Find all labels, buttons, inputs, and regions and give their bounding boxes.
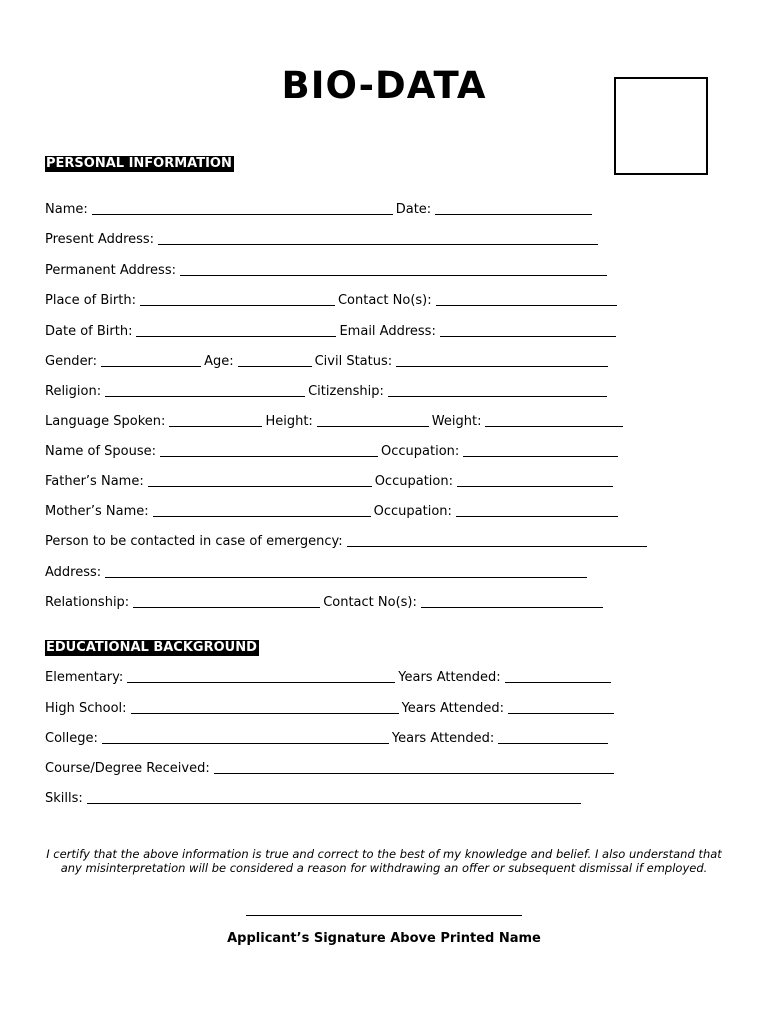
- section-educational-background: EDUCATIONAL BACKGROUND: [46, 640, 257, 655]
- father-label: Father’s Name:: [45, 474, 144, 489]
- mother-field[interactable]: [153, 515, 371, 517]
- address-label: Address:: [45, 565, 102, 580]
- email-label: Email Address:: [339, 324, 436, 339]
- elementary-field[interactable]: [127, 681, 395, 683]
- spouse-field[interactable]: [160, 455, 378, 457]
- religion-field[interactable]: [105, 395, 305, 397]
- emergency-contact-field[interactable]: [347, 545, 647, 547]
- language-label: Language Spoken:: [45, 414, 166, 429]
- row-place-of-birth: [45, 291, 620, 309]
- course-label: Course/Degree Received:: [45, 761, 210, 776]
- skills-label: Skills:: [45, 791, 83, 806]
- father-occupation-field[interactable]: [457, 485, 613, 487]
- row-high-school: [45, 699, 617, 717]
- name-label: Name:: [45, 202, 88, 217]
- name-field[interactable]: [92, 213, 393, 215]
- permanent-address-field[interactable]: [180, 274, 607, 276]
- course-field[interactable]: [214, 772, 614, 774]
- age-field[interactable]: [238, 365, 312, 367]
- elementary-years-field[interactable]: [505, 681, 611, 683]
- row-present-address: [45, 230, 601, 248]
- high-school-years-label: Years Attended:: [401, 701, 504, 716]
- college-field[interactable]: [102, 742, 389, 744]
- spouse-label: Name of Spouse:: [45, 444, 156, 459]
- row-skills: [45, 789, 584, 807]
- row-gender-age-civil: [45, 352, 611, 370]
- college-label: College:: [45, 731, 98, 746]
- relationship-field[interactable]: [133, 606, 320, 608]
- signature-label: Applicant’s Signature Above Printed Name: [227, 931, 541, 946]
- certification-statement: I certify that the above information is true and correct to the best of my knowledge and belief. I also understand that any misinterpretation will be considered a reason for withdrawing an offer or subsequent dismissal if employed.: [46, 847, 722, 875]
- father-occupation-label: Occupation:: [374, 474, 453, 489]
- high-school-field[interactable]: [131, 712, 399, 714]
- contact-no-label: Contact No(s):: [337, 293, 432, 308]
- date-label: Date:: [395, 202, 432, 217]
- present-address-field[interactable]: [158, 243, 598, 245]
- page-title: BIO-DATA: [281, 64, 487, 107]
- mother-occupation-label: Occupation:: [373, 504, 452, 519]
- row-relationship: [45, 593, 606, 611]
- emergency-contact-no-field[interactable]: [421, 606, 603, 608]
- language-field[interactable]: [169, 425, 262, 427]
- high-school-label: High School:: [45, 701, 127, 716]
- email-field[interactable]: [440, 335, 616, 337]
- civil-status-label: Civil Status:: [314, 354, 393, 369]
- height-field[interactable]: [317, 425, 429, 427]
- spouse-occupation-label: Occupation:: [381, 444, 460, 459]
- college-years-field[interactable]: [498, 742, 608, 744]
- mother-label: Mother’s Name:: [45, 504, 149, 519]
- row-emergency-contact: [45, 532, 650, 550]
- row-language-height-weight: [45, 412, 626, 430]
- date-of-birth-label: Date of Birth:: [45, 324, 133, 339]
- permanent-address-label: Permanent Address:: [45, 263, 176, 278]
- row-permanent-address: [45, 261, 610, 279]
- gender-field[interactable]: [101, 365, 201, 367]
- row-mother: [45, 502, 621, 520]
- elementary-label: Elementary:: [45, 670, 124, 685]
- citizenship-field[interactable]: [388, 395, 607, 397]
- row-course: [45, 759, 617, 777]
- row-name-date: [45, 200, 595, 218]
- photo-box: [614, 77, 708, 175]
- signature-line[interactable]: [246, 915, 522, 916]
- weight-label: Weight:: [431, 414, 482, 429]
- row-date-of-birth: [45, 322, 619, 340]
- age-label: Age:: [204, 354, 234, 369]
- height-label: Height:: [265, 414, 313, 429]
- civil-status-field[interactable]: [396, 365, 608, 367]
- spouse-occupation-field[interactable]: [463, 455, 618, 457]
- mother-occupation-field[interactable]: [456, 515, 618, 517]
- date-field[interactable]: [435, 213, 592, 215]
- elementary-years-label: Years Attended:: [398, 670, 501, 685]
- section-personal-information: PERSONAL INFORMATION: [46, 156, 232, 171]
- father-field[interactable]: [148, 485, 372, 487]
- citizenship-label: Citizenship:: [308, 384, 384, 399]
- skills-field[interactable]: [87, 802, 581, 804]
- college-years-label: Years Attended:: [391, 731, 495, 746]
- gender-label: Gender:: [45, 354, 98, 369]
- date-of-birth-field[interactable]: [136, 335, 336, 337]
- emergency-contact-label: Person to be contacted in case of emergency:: [45, 534, 343, 549]
- place-of-birth-label: Place of Birth:: [45, 293, 136, 308]
- high-school-years-field[interactable]: [508, 712, 614, 714]
- address-field[interactable]: [105, 576, 587, 578]
- relationship-label: Relationship:: [45, 595, 130, 610]
- row-spouse: [45, 442, 621, 460]
- row-address: [45, 563, 590, 581]
- row-religion-citizenship: [45, 382, 610, 400]
- row-father: [45, 472, 616, 490]
- religion-label: Religion:: [45, 384, 102, 399]
- weight-field[interactable]: [485, 425, 623, 427]
- row-elementary: [45, 668, 614, 686]
- place-of-birth-field[interactable]: [140, 304, 335, 306]
- row-college: [45, 729, 611, 747]
- present-address-label: Present Address:: [45, 232, 155, 247]
- contact-no-field[interactable]: [436, 304, 617, 306]
- emergency-contact-no-label: Contact No(s):: [323, 595, 417, 610]
